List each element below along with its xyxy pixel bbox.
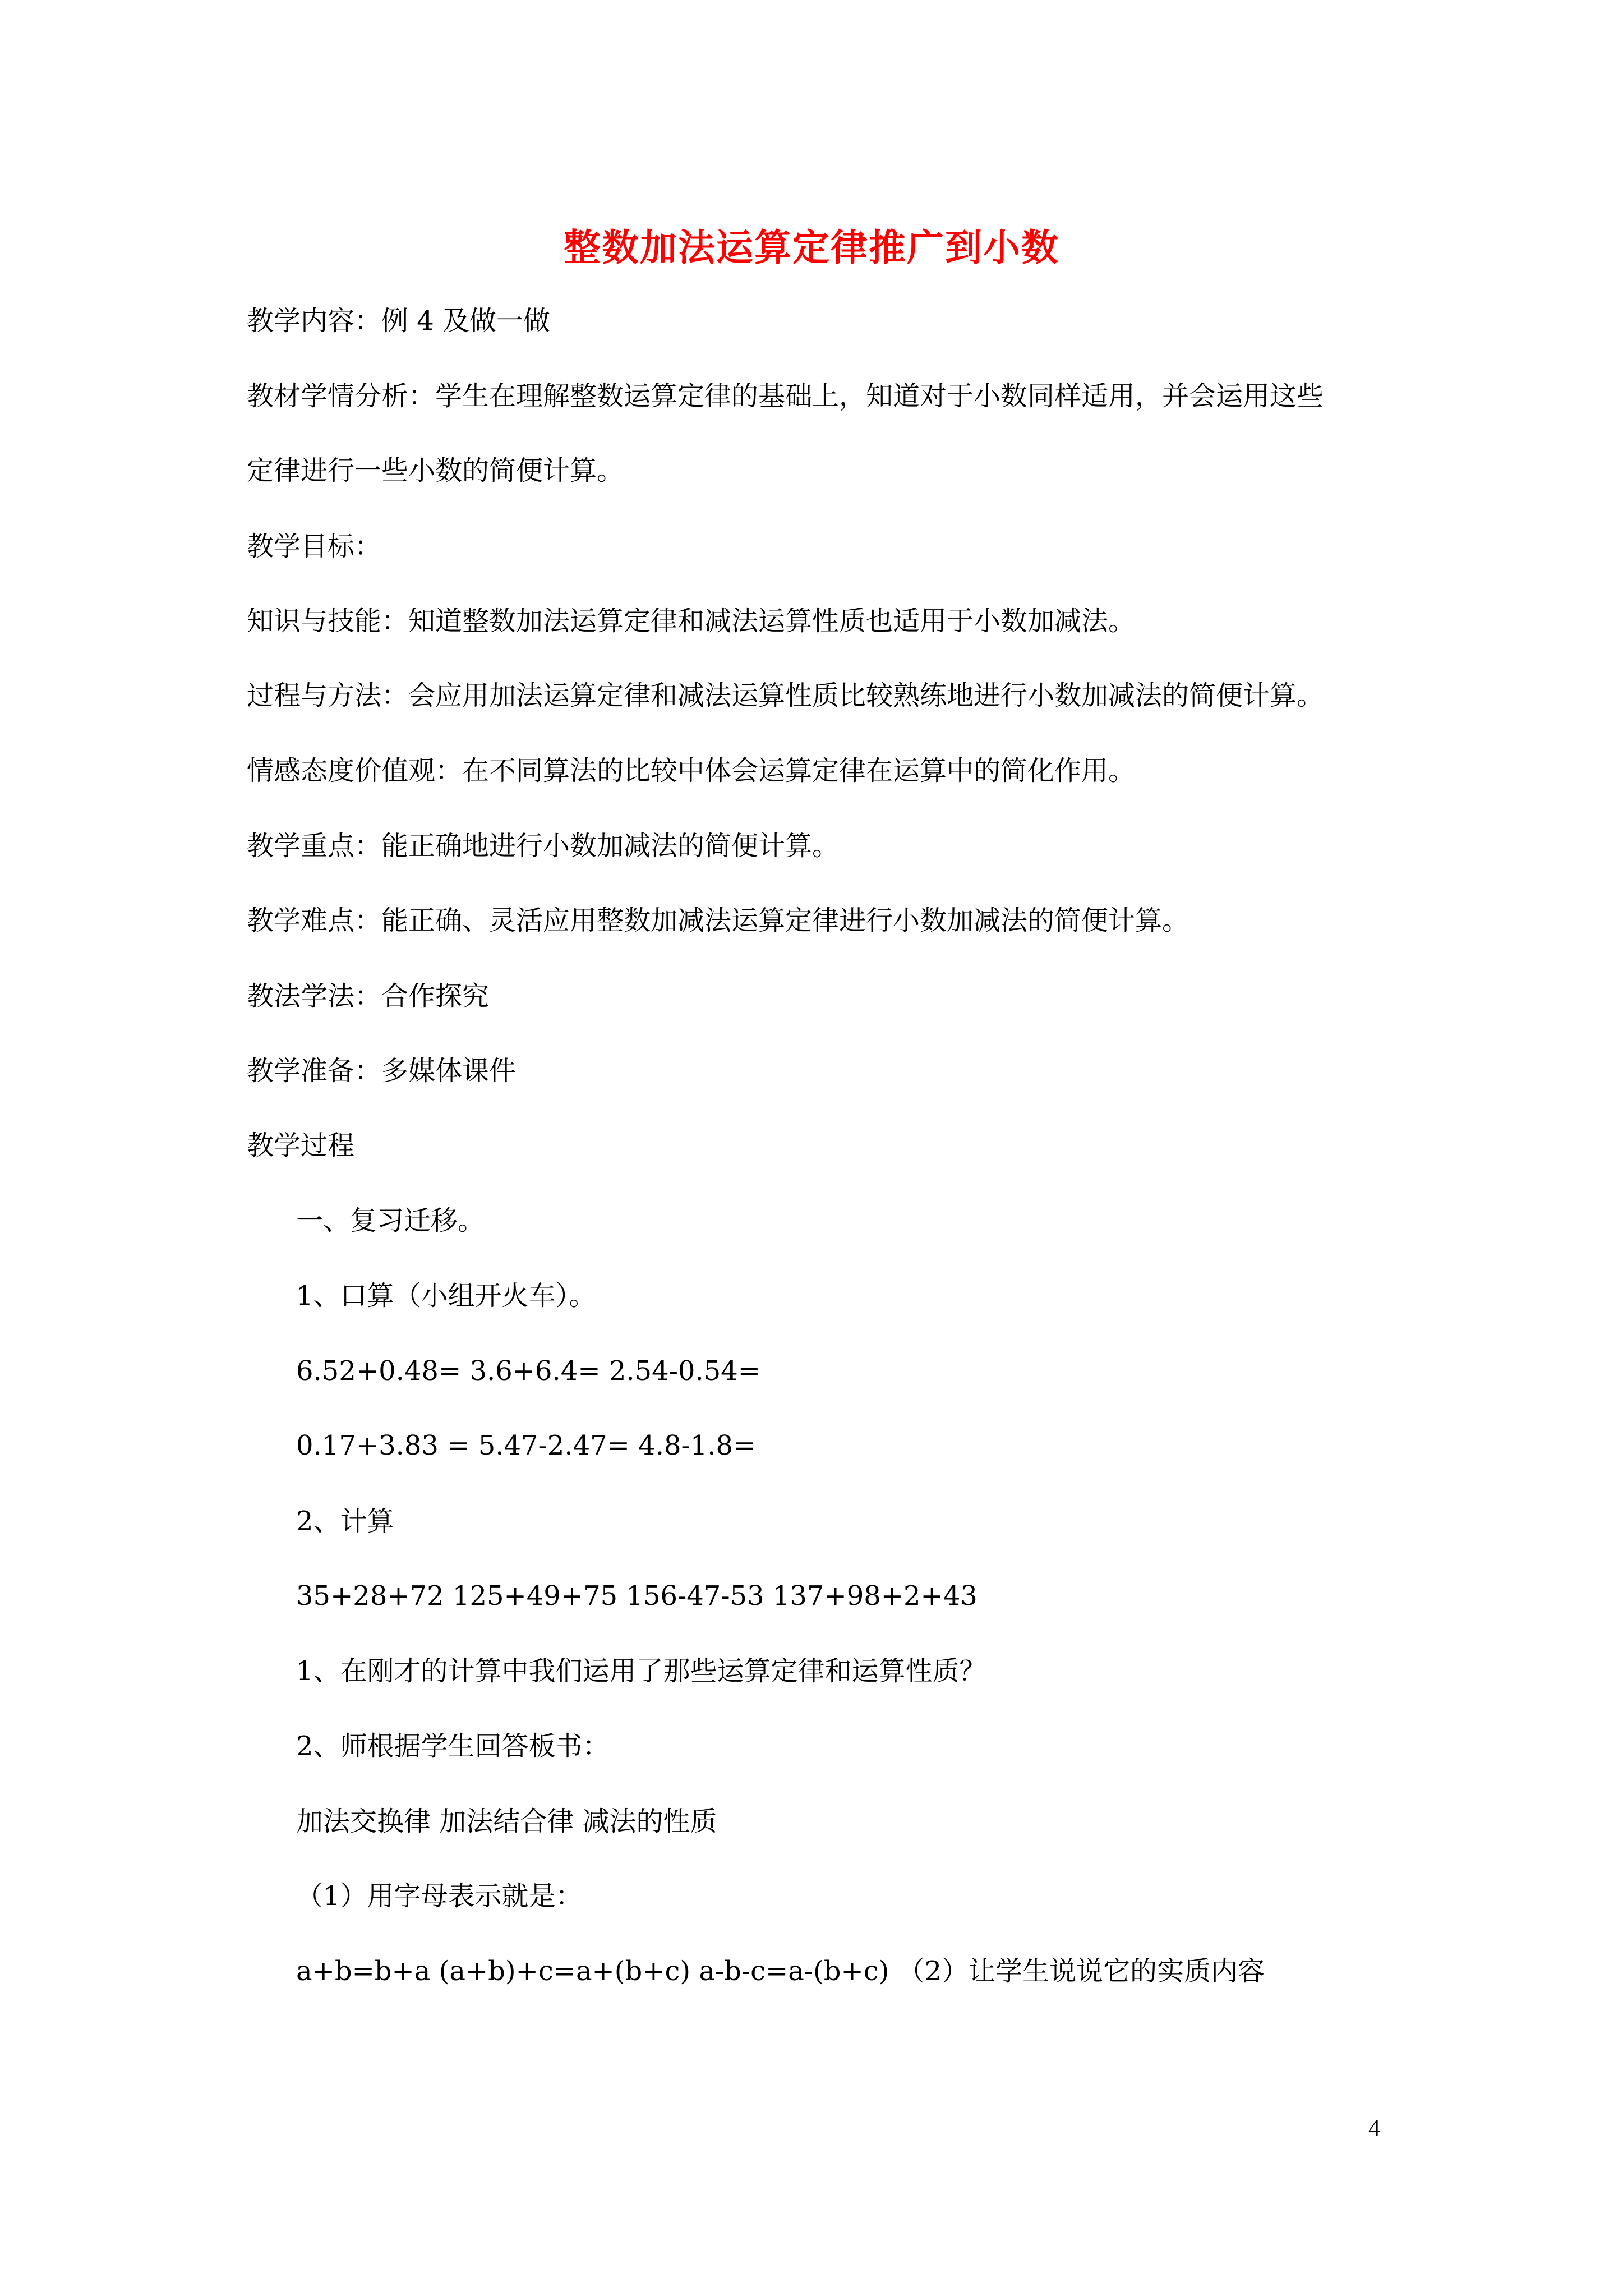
text-line-oral-problems-2: 0.17+3.83 = 5.47-2.47= 4.8-1.8=	[296, 1430, 756, 1461]
text-line-teaching-method: 教法学法：合作探究	[247, 981, 490, 1012]
text-line-letters-intro: （1）用字母表示就是：	[296, 1880, 583, 1912]
text-line-question-1: 1、在刚才的计算中我们运用了那些运算定律和运算性质？	[296, 1655, 986, 1687]
text-line-formulas: a+b=b+a (a+b)+c=a+(b+c) a-b-c=a-(b+c) （2）让学生说说它的实质内容	[296, 1955, 1265, 1987]
section-heading-review: 一、复习迁移。	[296, 1205, 485, 1236]
text-line-calc-problems: 35+28+72 125+49+75 156-47-53 137+98+2+43	[296, 1580, 978, 1612]
text-line-laws: 加法交换律 加法结合律 减法的性质	[296, 1806, 717, 1837]
text-line-process-heading: 教学过程	[247, 1130, 355, 1161]
text-line-difficulty: 教学难点：能正确、灵活应用整数加减法运算定律进行小数加减法的简便计算。	[247, 905, 1189, 936]
text-line-preparation: 教学准备：多媒体课件	[247, 1055, 517, 1087]
text-line-calc-heading: 2、计算	[296, 1506, 394, 1537]
text-line-question-2: 2、师根据学生回答板书：	[296, 1731, 610, 1762]
text-line-analysis-cont: 定律进行一些小数的简便计算。	[247, 455, 624, 486]
text-line-attitude-values: 情感态度价值观：在不同算法的比较中体会运算定律在运算中的简化作用。	[247, 755, 1136, 786]
text-line-knowledge-skills: 知识与技能：知道整数加法运算定律和减法运算性质也适用于小数加减法。	[247, 605, 1136, 637]
document-title: 整数加法运算定律推广到小数	[564, 226, 1059, 269]
text-line-goals-heading: 教学目标：	[247, 531, 382, 562]
text-line-oral-calc: 1、口算（小组开火车）。	[296, 1280, 596, 1312]
text-line-oral-problems-1: 6.52+0.48= 3.6+6.4= 2.54-0.54=	[296, 1355, 760, 1387]
text-line-key-point: 教学重点：能正确地进行小数加减法的简便计算。	[247, 830, 840, 862]
page-number: 4	[1368, 2115, 1380, 2141]
text-line-teaching-content: 教学内容：例 4 及做一做	[247, 305, 551, 337]
text-line-analysis: 教材学情分析：学生在理解整数运算定律的基础上，知道对于小数同样适用，并会运用这些	[247, 380, 1324, 412]
text-line-process-methods: 过程与方法：会应用加法运算定律和减法运算性质比较熟练地进行小数加减法的简便计算。	[247, 680, 1324, 711]
